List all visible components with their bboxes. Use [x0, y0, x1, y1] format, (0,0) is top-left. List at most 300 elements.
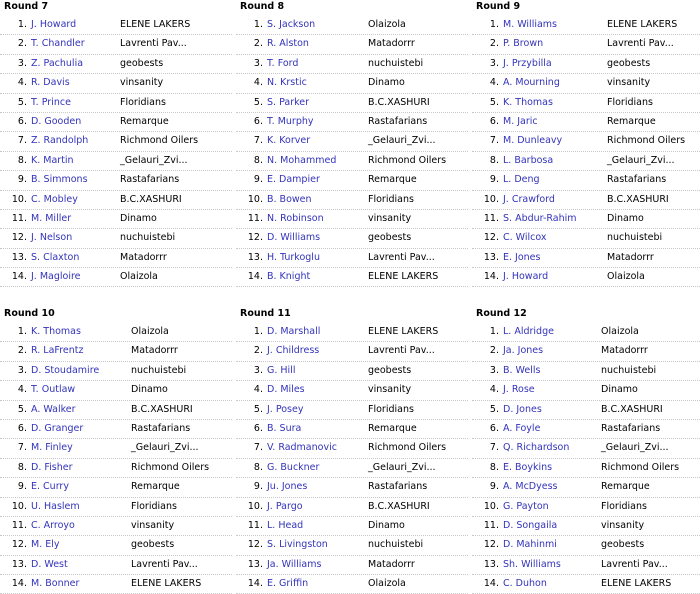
pick-row: [472, 556, 700, 575]
pick-row: [236, 191, 468, 210]
team-name: Lavrenti Pav...: [607, 38, 674, 50]
team-name: Floridians: [120, 96, 166, 108]
pick-number: 4.: [489, 77, 499, 89]
player-link[interactable]: J. Przybilla: [503, 57, 552, 69]
player-link[interactable]: J. Crawford: [503, 193, 555, 205]
pick-row: [0, 152, 232, 171]
pick-number: 3.: [489, 364, 499, 376]
round-title: Round 7: [4, 1, 49, 12]
pick-row: [0, 439, 232, 458]
pick-number: 1.: [17, 19, 27, 30]
player-link[interactable]: Sh. Williams: [503, 558, 561, 570]
pick-number: 11.: [247, 212, 263, 224]
player-link[interactable]: J. Childress: [267, 345, 320, 357]
player-link[interactable]: D. West: [31, 558, 68, 570]
player-link[interactable]: K. Korver: [267, 135, 311, 147]
pick-number: 14.: [247, 578, 263, 590]
pick-row: [0, 420, 232, 439]
team-name: Lavrenti Pav...: [131, 558, 198, 570]
team-name: Remarque: [131, 481, 180, 493]
team-name: Lavrenti Pav...: [120, 38, 187, 50]
pick-row: [236, 55, 468, 74]
player-link[interactable]: D. Fisher: [31, 461, 73, 473]
player-link[interactable]: E. Dampier: [267, 174, 320, 186]
player-link[interactable]: C. Duhon: [503, 578, 547, 590]
pick-number: 4.: [17, 384, 27, 396]
pick-number: 5.: [17, 403, 27, 415]
player-link[interactable]: B. Wells: [503, 364, 541, 376]
team-name: Matadorrr: [120, 251, 167, 263]
team-name: vinsanity: [120, 77, 164, 89]
pick-row: [0, 35, 232, 54]
pick-list: [236, 16, 468, 287]
round-12-panel: [472, 307, 700, 594]
team-name: Dinamo: [601, 384, 638, 396]
player-link[interactable]: B. Sura: [267, 422, 302, 434]
team-name: geobests: [368, 232, 412, 244]
team-name: ELENE LAKERS: [368, 326, 439, 337]
team-name: Olaizola: [120, 271, 158, 283]
player-link[interactable]: B. Bowen: [267, 193, 312, 205]
player-link[interactable]: B. Knight: [267, 271, 311, 283]
pick-row: [0, 191, 232, 210]
team-name: nuchuistebi: [368, 57, 424, 69]
pick-row: [0, 113, 232, 132]
player-link[interactable]: E. Boykins: [503, 461, 553, 473]
pick-list: [0, 16, 232, 287]
player-link[interactable]: S. Abdur-Rahim: [503, 212, 577, 224]
pick-row: [472, 94, 700, 113]
player-link[interactable]: K. Thomas: [503, 96, 553, 108]
pick-number: 3.: [253, 364, 263, 376]
player-link[interactable]: C. Wilcox: [503, 232, 547, 244]
player-link[interactable]: C. Mobley: [31, 193, 78, 205]
pick-number: 10.: [11, 500, 27, 512]
pick-number: 13.: [247, 251, 263, 263]
player-link[interactable]: E. Jones: [503, 251, 541, 263]
team-name: Remarque: [368, 174, 417, 186]
pick-number: 5.: [253, 403, 263, 415]
pick-row: [472, 478, 700, 497]
pick-row: [236, 210, 468, 229]
pick-row: [0, 55, 232, 74]
team-name: Rastafarians: [368, 481, 428, 493]
pick-row: [236, 35, 468, 54]
player-link[interactable]: K. Thomas: [31, 326, 81, 337]
team-name: Richmond Oilers: [131, 461, 210, 473]
pick-number: 7.: [17, 135, 27, 147]
pick-row: [236, 323, 468, 342]
player-link[interactable]: L. Deng: [503, 174, 540, 186]
pick-row: [236, 268, 468, 287]
pick-number: 1.: [489, 19, 499, 30]
team-name: Olaizola: [368, 19, 406, 30]
pick-row: [472, 210, 700, 229]
pick-number: 12.: [11, 539, 27, 551]
player-link[interactable]: A. Walker: [31, 403, 76, 415]
pick-number: 10.: [247, 500, 263, 512]
team-name: B.C.XASHURI: [607, 193, 669, 205]
pick-row: [236, 478, 468, 497]
pick-row: [0, 498, 232, 517]
pick-row: [472, 16, 700, 35]
pick-number: 10.: [11, 193, 27, 205]
player-link[interactable]: C. Arroyo: [31, 519, 75, 531]
player-link[interactable]: T. Chandler: [31, 38, 85, 50]
player-link[interactable]: L. Barbosa: [503, 154, 554, 166]
pick-row: [236, 342, 468, 361]
pick-row: [472, 268, 700, 287]
player-link[interactable]: E. Griffin: [267, 578, 309, 590]
team-name: Floridians: [131, 500, 177, 512]
pick-row: [0, 210, 232, 229]
pick-list: [472, 323, 700, 594]
pick-number: 11.: [11, 212, 27, 224]
round-8-panel: [236, 0, 468, 287]
player-link[interactable]: G. Buckner: [267, 461, 320, 473]
pick-number: 10.: [483, 500, 499, 512]
player-link[interactable]: S. Jackson: [267, 19, 316, 30]
player-link[interactable]: K. Martin: [31, 154, 74, 166]
pick-number: 1.: [17, 326, 27, 337]
pick-number: 14.: [11, 271, 27, 283]
player-link[interactable]: M. Jaric: [503, 115, 538, 127]
pick-row: [0, 94, 232, 113]
pick-number: 6.: [489, 115, 499, 127]
pick-number: 6.: [17, 115, 27, 127]
team-name: _Gelauri_Zvi...: [601, 442, 669, 454]
pick-row: [0, 459, 232, 478]
player-link[interactable]: H. Turkoglu: [267, 251, 320, 263]
player-link[interactable]: D. Gooden: [31, 115, 82, 127]
pick-number: 14.: [483, 578, 499, 590]
player-link[interactable]: D. Williams: [267, 232, 321, 244]
team-name: Matadorrr: [131, 345, 178, 357]
player-link[interactable]: M. Miller: [31, 212, 72, 224]
pick-number: 7.: [253, 135, 263, 147]
pick-number: 2.: [253, 38, 263, 50]
team-name: Remarque: [601, 481, 650, 493]
pick-row: [472, 459, 700, 478]
pick-number: 9.: [253, 481, 263, 493]
row-separator: [0, 286, 232, 287]
team-name: Matadorrr: [368, 38, 415, 50]
team-name: Richmond Oilers: [368, 154, 447, 166]
pick-number: 6.: [17, 422, 27, 434]
player-link[interactable]: D. Jones: [503, 403, 542, 415]
pick-row: [0, 249, 232, 268]
team-name: vinsanity: [368, 384, 412, 396]
pick-row: [0, 229, 232, 248]
player-link[interactable]: D. Songaila: [503, 519, 558, 531]
pick-number: 8.: [17, 461, 27, 473]
pick-row: [236, 498, 468, 517]
pick-number: 11.: [247, 519, 263, 531]
pick-number: 2.: [489, 345, 499, 357]
player-link[interactable]: A. Mourning: [503, 77, 560, 89]
team-name: Rastafarians: [120, 174, 180, 186]
team-name: nuchuistebi: [131, 364, 187, 376]
pick-row: [472, 536, 700, 555]
player-link[interactable]: J. Pargo: [267, 500, 303, 512]
row-separator: [236, 286, 468, 287]
pick-number: 8.: [489, 154, 499, 166]
pick-number: 3.: [17, 57, 27, 69]
pick-number: 4.: [253, 77, 263, 89]
pick-row: [0, 74, 232, 93]
player-link[interactable]: P. Brown: [503, 38, 544, 50]
pick-row: [0, 478, 232, 497]
pick-number: 7.: [489, 135, 499, 147]
team-name: B.C.XASHURI: [368, 500, 430, 512]
player-link[interactable]: S. Claxton: [31, 251, 80, 263]
team-name: Richmond Oilers: [368, 442, 447, 454]
player-link[interactable]: S. Parker: [267, 96, 310, 108]
player-link[interactable]: V. Radmanovic: [267, 442, 337, 454]
player-link[interactable]: D. Marshall: [267, 326, 321, 337]
team-name: vinsanity: [131, 519, 175, 531]
player-link[interactable]: Ja. Jones: [503, 345, 544, 357]
pick-row: [236, 556, 468, 575]
pick-row: [472, 132, 700, 151]
pick-row: [472, 439, 700, 458]
pick-row: [236, 94, 468, 113]
pick-number: 6.: [489, 422, 499, 434]
round-11-panel: [236, 307, 468, 594]
player-link[interactable]: U. Haslem: [31, 500, 80, 512]
team-name: ELENE LAKERS: [607, 19, 678, 30]
pick-number: 5.: [253, 96, 263, 108]
team-name: geobests: [131, 539, 175, 551]
player-link[interactable]: G. Hill: [267, 364, 296, 376]
pick-row: [472, 249, 700, 268]
team-name: nuchuistebi: [601, 364, 657, 376]
pick-number: 8.: [253, 154, 263, 166]
player-link[interactable]: R. LaFrentz: [31, 345, 84, 357]
player-link[interactable]: M. Finley: [31, 442, 73, 454]
team-name: _Gelauri_Zvi...: [131, 442, 199, 454]
round-9-panel: [472, 0, 700, 287]
pick-number: 14.: [483, 271, 499, 283]
pick-row: [236, 439, 468, 458]
player-link[interactable]: N. Krstic: [267, 77, 307, 89]
player-link[interactable]: J. Nelson: [31, 232, 73, 244]
round-title: Round 9: [476, 1, 521, 12]
team-name: vinsanity: [607, 77, 651, 89]
player-link[interactable]: A. Foyle: [503, 422, 541, 434]
round-title: Round 11: [240, 308, 291, 319]
team-name: ELENE LAKERS: [368, 271, 439, 283]
pick-number: 6.: [253, 115, 263, 127]
player-link[interactable]: D. Mahinmi: [503, 539, 557, 551]
team-name: _Gelauri_Zvi...: [368, 135, 436, 147]
player-link[interactable]: E. Curry: [31, 481, 69, 493]
player-link[interactable]: D. Granger: [31, 422, 84, 434]
pick-row: [472, 517, 700, 536]
player-link[interactable]: B. Simmons: [31, 174, 88, 186]
pick-number: 12.: [483, 232, 499, 244]
player-link[interactable]: J. Howard: [31, 19, 77, 30]
team-name: Dinamo: [368, 519, 405, 531]
pick-row: [236, 459, 468, 478]
player-link[interactable]: Ja. Williams: [267, 558, 322, 570]
team-name: vinsanity: [601, 519, 645, 531]
pick-row: [472, 342, 700, 361]
player-link[interactable]: Z. Randolph: [31, 135, 89, 147]
player-link[interactable]: L. Head: [267, 519, 304, 531]
team-name: Matadorrr: [607, 251, 654, 263]
pick-row: [236, 171, 468, 190]
pick-row: [472, 323, 700, 342]
player-link[interactable]: M. Bonner: [31, 578, 80, 590]
pick-row: [236, 536, 468, 555]
team-name: Olaizola: [368, 578, 406, 590]
player-link[interactable]: M. Dunleavy: [503, 135, 563, 147]
pick-number: 2.: [253, 345, 263, 357]
team-name: geobests: [368, 364, 412, 376]
pick-number: 7.: [17, 442, 27, 454]
player-link[interactable]: M. Williams: [503, 19, 558, 30]
pick-row: [0, 556, 232, 575]
team-name: geobests: [120, 57, 164, 69]
pick-row: [472, 498, 700, 517]
pick-number: 4.: [489, 384, 499, 396]
team-name: Olaizola: [607, 271, 645, 283]
pick-row: [236, 132, 468, 151]
player-link[interactable]: N. Mohammed: [267, 154, 337, 166]
team-name: Floridians: [368, 403, 414, 415]
round-title: Round 8: [240, 1, 285, 12]
pick-row: [0, 517, 232, 536]
player-link[interactable]: L. Aldridge: [503, 326, 554, 337]
team-name: _Gelauri_Zvi...: [120, 154, 188, 166]
player-link[interactable]: R. Alston: [267, 38, 309, 50]
pick-number: 7.: [489, 442, 499, 454]
pick-number: 13.: [11, 251, 27, 263]
pick-row: [472, 55, 700, 74]
pick-number: 2.: [17, 38, 27, 50]
player-link[interactable]: S. Livingston: [267, 539, 328, 551]
team-name: B.C.XASHURI: [120, 193, 182, 205]
player-link[interactable]: D. Miles: [267, 384, 305, 396]
team-name: nuchuistebi: [368, 539, 424, 551]
pick-row: [472, 362, 700, 381]
player-link[interactable]: T. Ford: [267, 57, 299, 69]
pick-number: 10.: [483, 193, 499, 205]
player-link[interactable]: N. Robinson: [267, 212, 324, 224]
pick-number: 5.: [489, 403, 499, 415]
pick-row: [0, 132, 232, 151]
pick-row: [236, 517, 468, 536]
team-name: Richmond Oilers: [607, 135, 686, 147]
player-link[interactable]: J. Rose: [503, 384, 535, 396]
pick-row: [236, 420, 468, 439]
pick-list: [0, 323, 232, 594]
player-link[interactable]: T. Murphy: [267, 115, 314, 127]
pick-number: 4.: [17, 77, 27, 89]
pick-row: [472, 113, 700, 132]
pick-row: [0, 342, 232, 361]
team-name: Richmond Oilers: [601, 461, 680, 473]
pick-row: [472, 152, 700, 171]
pick-number: 5.: [17, 96, 27, 108]
pick-row: [236, 362, 468, 381]
team-name: Dinamo: [368, 77, 405, 89]
team-name: Lavrenti Pav...: [368, 251, 435, 263]
row-separator: [472, 286, 700, 287]
team-name: vinsanity: [368, 212, 412, 224]
team-name: Floridians: [368, 193, 414, 205]
pick-number: 8.: [17, 154, 27, 166]
pick-number: 8.: [253, 461, 263, 473]
player-link[interactable]: J. Howard: [503, 271, 549, 283]
pick-number: 11.: [483, 519, 499, 531]
round-10-panel: [0, 307, 232, 594]
pick-number: 3.: [253, 57, 263, 69]
team-name: _Gelauri_Zvi...: [607, 154, 675, 166]
team-name: Floridians: [601, 500, 647, 512]
player-link[interactable]: M. Ely: [31, 539, 60, 551]
team-name: Olaizola: [131, 326, 169, 337]
player-link[interactable]: Z. Pachulia: [31, 57, 84, 69]
pick-row: [472, 401, 700, 420]
pick-row: [0, 536, 232, 555]
player-link[interactable]: D. Stoudamire: [31, 364, 100, 376]
pick-row: [236, 575, 468, 594]
player-link[interactable]: Ju. Jones: [267, 481, 308, 493]
pick-number: 9.: [17, 174, 27, 186]
player-link[interactable]: G. Payton: [503, 500, 549, 512]
pick-row: [0, 401, 232, 420]
team-name: nuchuistebi: [120, 232, 176, 244]
team-name: _Gelauri_Zvi...: [368, 461, 436, 473]
pick-number: 4.: [253, 384, 263, 396]
player-link[interactable]: T. Outlaw: [31, 384, 76, 396]
team-name: Remarque: [368, 422, 417, 434]
team-name: Lavrenti Pav...: [368, 345, 435, 357]
pick-number: 3.: [489, 57, 499, 69]
pick-number: 11.: [483, 212, 499, 224]
pick-number: 12.: [483, 539, 499, 551]
round-7-panel: [0, 0, 232, 287]
pick-row: [472, 35, 700, 54]
team-name: Matadorrr: [601, 345, 648, 357]
player-link[interactable]: J. Posey: [267, 403, 304, 415]
pick-row: [472, 229, 700, 248]
pick-row: [236, 401, 468, 420]
team-name: Rastafarians: [131, 422, 191, 434]
pick-row: [236, 74, 468, 93]
player-link[interactable]: R. Davis: [31, 77, 70, 89]
pick-row: [472, 74, 700, 93]
pick-number: 6.: [253, 422, 263, 434]
pick-row: [472, 420, 700, 439]
team-name: Rastafarians: [368, 115, 428, 127]
team-name: Dinamo: [607, 212, 644, 224]
player-link[interactable]: A. McDyess: [503, 481, 558, 493]
player-link[interactable]: T. Prince: [31, 96, 71, 108]
team-name: Dinamo: [120, 212, 157, 224]
team-name: B.C.XASHURI: [131, 403, 193, 415]
pick-number: 14.: [11, 578, 27, 590]
team-name: Matadorrr: [368, 558, 415, 570]
pick-row: [472, 575, 700, 594]
pick-number: 9.: [253, 174, 263, 186]
team-name: Dinamo: [131, 384, 168, 396]
player-link[interactable]: Q. Richardson: [503, 442, 570, 454]
round-title: Round 10: [4, 308, 55, 319]
player-link[interactable]: J. Magloire: [31, 271, 81, 283]
